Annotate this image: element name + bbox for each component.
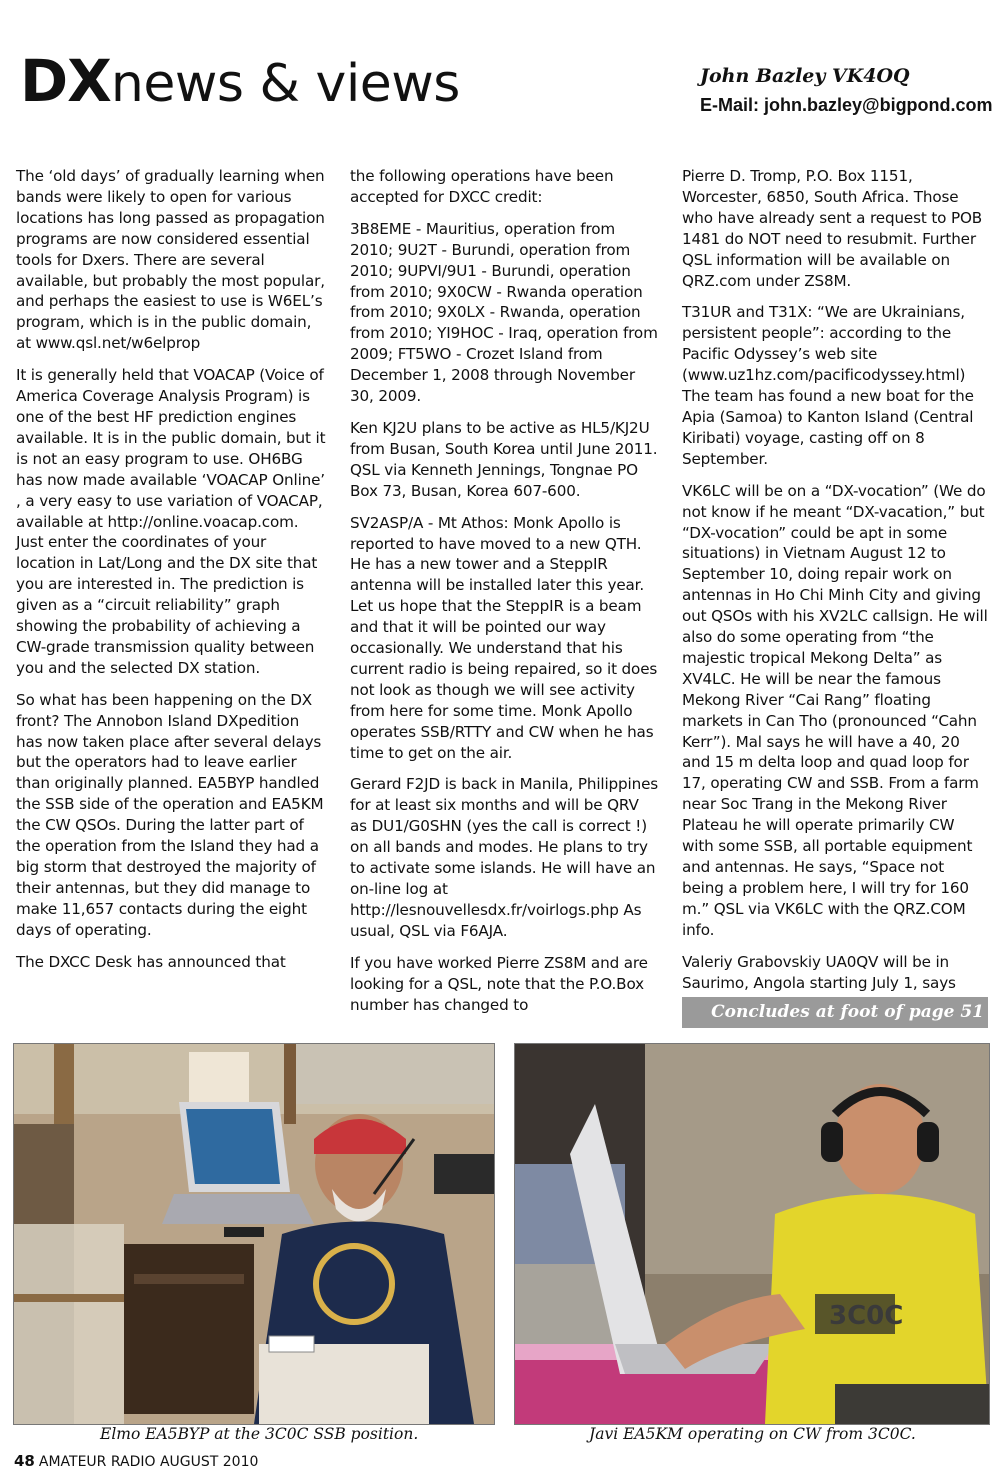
column-1-paragraph-1: The ‘old days’ of gradually learning when bands were likely to open for various locations has long passed as propagation programs are now considered essential tools for Dxers. There are several available, but probably the most popular, and perhaps the easiest to use is W6EL’s program, which is in the public domain, at www.qsl.net/w6elprop <box>16 167 325 353</box>
column-1-paragraph-3: So what has been happening on the DX front? The Annobon Island DXpedition has now taken place after several delays but the operators had to leave earlier than originally planned. EA5BYP handled the SSB side of the operation and EA5KM the CW QSOs. During the latter part of the operation from the Island they had a big storm that destroyed the majority of their antennas, but they did manage to make 11,657 contacts during the eight days of operating. <box>16 690 324 939</box>
author-email: E-Mail: john.bazley@bigpond.com <box>700 95 993 115</box>
article-column-1 <box>16 166 328 984</box>
shirt-callsign-text: 3C0C <box>829 1301 904 1331</box>
photo-caption-1: Elmo EA5BYP at the 3C0C SSB position. <box>100 1425 419 1443</box>
photo-elmo-ssb-position <box>13 1043 495 1425</box>
section-title-rest: news & views <box>110 54 460 114</box>
column-1-paragraph-2: It is generally held that VOACAP (Voice of America Coverage Analysis Program) is one of the best HF prediction engines available. It is in the public domain, but it is not an easy program to use. OH6BG has now made available ‘VOACAP Online’ , a very easy to use variation of VOACAP, available at http://online.voacap.com. Just enter the coordinates of your location in Lat/Long and the DX site that you are interested in. The prediction is given as a “circuit reliability” graph showing the probability of achieving a CW-grade transmission quality between you and the selected DX station. <box>16 366 326 677</box>
article-column-2 <box>350 166 660 1026</box>
photo-javi-cw-operating <box>514 1043 990 1425</box>
article-column-3 <box>682 166 988 1004</box>
column-1-paragraph-4: The DXCC Desk has announced that <box>16 952 286 971</box>
author-byline: John Bazley VK4OQ <box>700 65 910 87</box>
page-number: 48 <box>14 1452 35 1470</box>
column-2-paragraph-2: 3B8EME - Mauritius, operation from 2010; 9U2T - Burundi, operation from 2010; 9UPVI/9U1 - Burundi, operation from 2010; 9X0CW - Rwanda operation from 2010; 9X0LX - Rwanda, operation from 2010; YI9HOC - Iraq, operation from 2009; FT5WO - Crozet Island from December 1, 2008 through November 30, 2009. <box>350 219 658 406</box>
page-footer <box>14 1452 258 1470</box>
photo-elmo-illustration <box>14 1044 494 1424</box>
column-3-paragraph-4: Valeriy Grabovskiy UA0QV will be in Saurimo, Angola starting July 1, says <box>682 952 956 992</box>
continuation-banner: Concludes at foot of page 51 <box>682 997 988 1028</box>
column-2-paragraph-3: Ken KJ2U plans to be active as HL5/KJ2U from Busan, South Korea until June 2011. QSL via Kenneth Jennings, Tongnae PO Box 73, Busan, Korea 607-600. <box>350 418 658 500</box>
section-title-dx: DX <box>20 47 111 115</box>
photo-caption-2: Javi EA5KM operating on CW from 3C0C. <box>589 1425 916 1443</box>
section-title <box>20 47 460 115</box>
column-2-paragraph-1: the following operations have been accepted for DXCC credit: <box>350 167 614 206</box>
column-2-paragraph-6: If you have worked Pierre ZS8M and are looking for a QSL, note that the P.O.Box number has changed to <box>350 953 648 1014</box>
publication-issue: AMATEUR RADIO AUGUST 2010 <box>38 1454 259 1470</box>
column-2-paragraph-4: SV2ASP/A - Mt Athos: Monk Apollo is reported to have moved to a new QTH. He has a new tower and a SteppIR antenna will be installed later this year. Let us hope that the SteppIR is a beam and that it will be pointed our way occasionally. We understand that his current radio is being repaired, so it does not look as though we will see activity from here for some time. Monk Apollo operates SSB/RTTY and CW when he has time to get on the air. <box>350 513 658 762</box>
column-3-paragraph-3: VK6LC will be on a “DX-vocation” (We do not know if he meant “DX-vacation,” but “DX-vocation” could be apt in some situations) in Vietnam August 12 to September 10, doing repair work on antennas in Ho Chi Minh City and giving out QSOs with his XV2LC callsign. He will also do some operating from “the majestic tropical Mekong Delta” as XV4LC. He will be near the famous Mekong River “Cai Rang” floating markets in Can Tho (pronounced “Cahn Kerr”). Mal says he will have a 40, 20 and 15 m delta loop and quad loop for 17, operating CW and SSB. From a farm near Soc Trang in the Mekong River Plateau he will operate primarily CW with some SSB, all portable equipment and antennas. He says, “Space not being a problem here, I will try for 160 m.” QSL via VK6LC with the QRZ.COM info. <box>682 481 988 939</box>
photo-javi-illustration <box>515 1044 989 1424</box>
column-3-paragraph-2: T31UR and T31X: “We are Ukrainians, persistent people”: according to the Pacific Odyssey’s web site (www.uz1hz.com/pacificodyssey.html) The team has found a new boat for the Apia (Samoa) to Kanton Island (Central Kiribati) voyage, casting off on 8 September. <box>682 303 974 468</box>
column-2-paragraph-5: Gerard F2JD is back in Manila, Philippines for at least six months and will be QRV as DU1/G0SHN (yes the call is correct !) on all bands and modes. He plans to try to activate some islands. He will have an on-line log at http://lesnouvellesdx.fr/voirlogs.php As usual, QSL via F6AJA. <box>350 775 659 940</box>
column-3-paragraph-1: Pierre D. Tromp, P.O. Box 1151, Worcester, 6850, South Africa. Those who have already sent a request to POB 1481 do NOT need to resubmit. Further QSL information will be available on QRZ.com under ZS8M. <box>682 167 983 290</box>
